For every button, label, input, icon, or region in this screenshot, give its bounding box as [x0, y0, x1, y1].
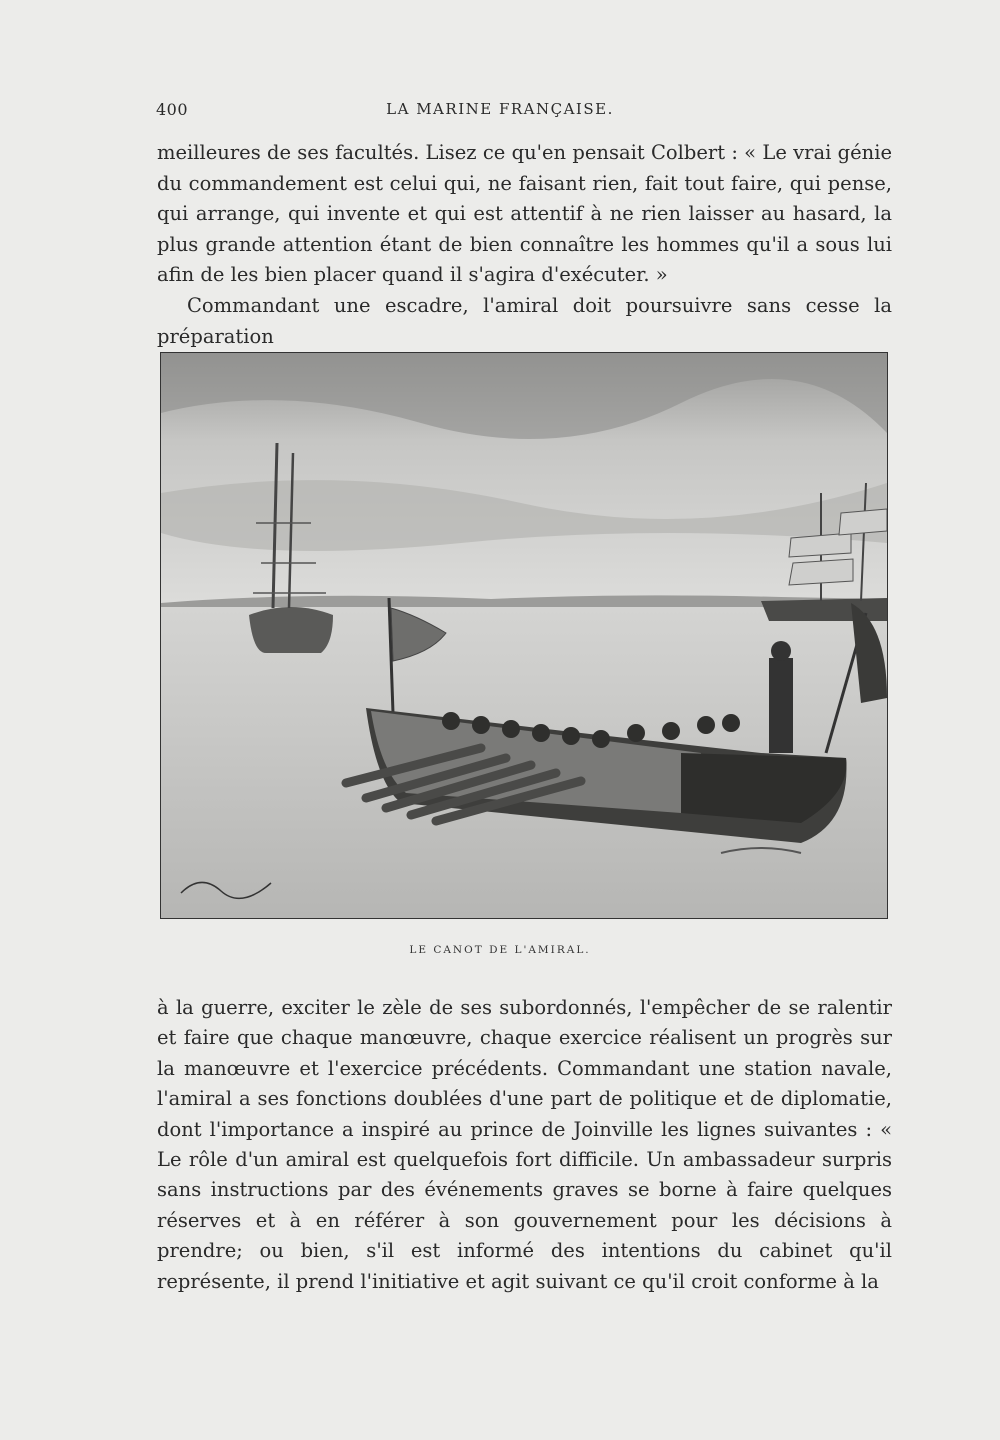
engraving-drawing: [161, 353, 887, 918]
text-block-bottom: [157, 993, 892, 1297]
running-title: LA MARINE FRANÇAISE.: [386, 100, 614, 118]
illustration-caption: LE CANOT DE L'AMIRAL.: [409, 944, 591, 956]
paragraph-escadre: Commandant une escadre, l'amiral doit poursuivre sans cesse la préparation: [157, 293, 892, 348]
standing-officer: [769, 658, 793, 753]
text-block-top: [157, 138, 892, 352]
illustration-admiral-boat: [160, 352, 888, 919]
paragraph-continued: meilleures de ses facultés. Lisez ce qu'en pensait Colbert : « Le vrai génie du commandement est celui qui, ne faisant rien, fait tout faire, qui pense, qui arrange, qui invente et qui est attentif à ne rien laisser au hasard, la plus grande attention étant de bien connaître les hommes qu'il a sous lui afin de les bien placer quand il s'agira d'exécuter. »: [157, 141, 892, 287]
paragraph-guerre: à la guerre, exciter le zèle de ses subordonnés, l'empêcher de se ralentir et faire que chaque manœuvre, chaque exercice réalisent un progrès sur la manœuvre et l'exercice précédents. Commandant une station navale, l'amiral a ses fonctions doublées d'une part de politique et de diplomatie, dont l'importance a inspiré au prince de Joinville les lignes suivantes : « Le rôle d'un amiral est quelquefois fort difficile. Un ambassadeur surpris sans instructions par des événements graves se borne à faire quelques réserves et à en référer à son gouvernement pour les décisions à prendre; ou bien, s'il est informé des intentions du cabinet qu'il représente, il prend l'initiative et agit suivant ce qu'il croit conforme à la: [157, 996, 892, 1293]
page-number: 400: [156, 100, 189, 119]
